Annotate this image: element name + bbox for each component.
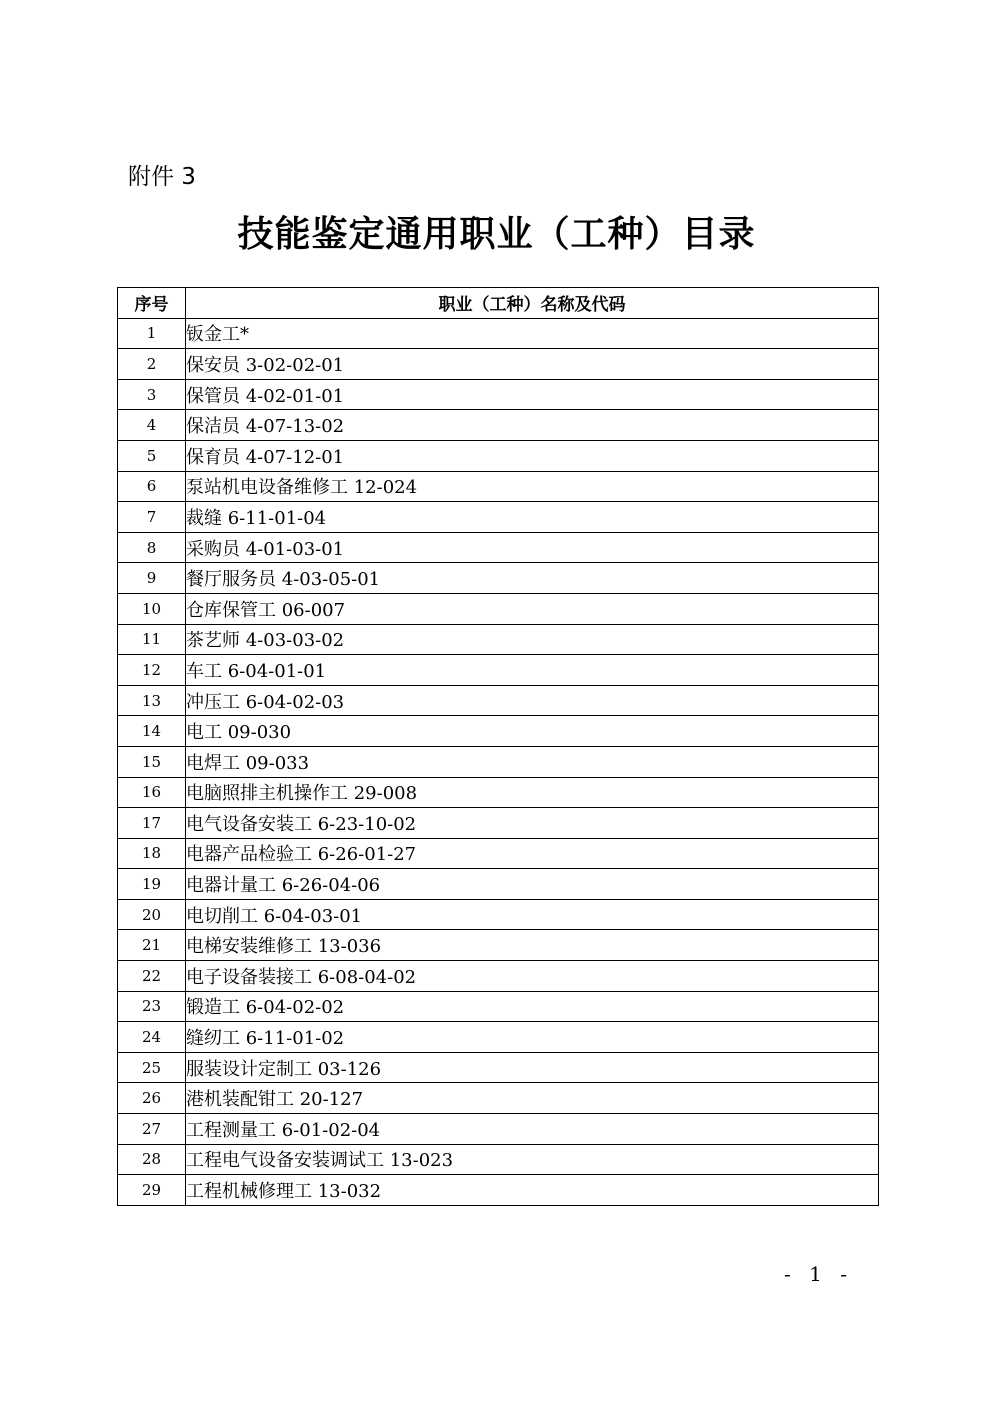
row-seq: 24 <box>118 1022 186 1053</box>
row-occupation: 电脑照排主机操作工 29-008 <box>186 777 879 808</box>
row-occupation: 电工 09-030 <box>186 716 879 747</box>
row-occupation: 电梯安装维修工 13-036 <box>186 930 879 961</box>
table-row <box>118 746 879 777</box>
table-row <box>118 808 879 839</box>
row-occupation: 冲压工 6-04-02-03 <box>186 685 879 716</box>
row-seq: 10 <box>118 593 186 624</box>
table-header-row <box>118 288 879 319</box>
row-seq: 18 <box>118 838 186 869</box>
row-occupation: 工程电气设备安装调试工 13-023 <box>186 1144 879 1175</box>
row-seq: 9 <box>118 563 186 594</box>
row-occupation: 电气设备安装工 6-23-10-02 <box>186 808 879 839</box>
row-occupation: 工程机械修理工 13-032 <box>186 1175 879 1206</box>
row-seq: 5 <box>118 440 186 471</box>
row-occupation: 裁缝 6-11-01-04 <box>186 502 879 533</box>
row-seq: 11 <box>118 624 186 655</box>
table-row <box>118 502 879 533</box>
table-row <box>118 899 879 930</box>
table-row <box>118 471 879 502</box>
table-row <box>118 991 879 1022</box>
table-row <box>118 593 879 624</box>
document-title: 技能鉴定通用职业（工种）目录 <box>237 214 756 255</box>
row-seq: 14 <box>118 716 186 747</box>
row-seq: 2 <box>118 349 186 380</box>
row-occupation: 服装设计定制工 03-126 <box>186 1052 879 1083</box>
row-seq: 29 <box>118 1175 186 1206</box>
table-row <box>118 379 879 410</box>
row-seq: 26 <box>118 1083 186 1114</box>
table-row <box>118 318 879 349</box>
row-seq: 17 <box>118 808 186 839</box>
occupation-table <box>117 287 879 1206</box>
table-row <box>118 349 879 380</box>
table-row <box>118 532 879 563</box>
row-occupation: 电焊工 09-033 <box>186 746 879 777</box>
table-row <box>118 685 879 716</box>
row-seq: 4 <box>118 410 186 441</box>
row-occupation: 电子设备装接工 6-08-04-02 <box>186 961 879 992</box>
row-seq: 22 <box>118 961 186 992</box>
row-occupation: 采购员 4-01-03-01 <box>186 532 879 563</box>
row-seq: 20 <box>118 899 186 930</box>
row-occupation: 港机装配钳工 20-127 <box>186 1083 879 1114</box>
row-seq: 21 <box>118 930 186 961</box>
table-row <box>118 1052 879 1083</box>
header-name: 职业（工种）名称及代码 <box>186 288 879 319</box>
table-row <box>118 930 879 961</box>
row-occupation: 保育员 4-07-12-01 <box>186 440 879 471</box>
row-occupation: 钣金工* <box>186 318 879 349</box>
row-seq: 12 <box>118 655 186 686</box>
table-row <box>118 716 879 747</box>
row-seq: 13 <box>118 685 186 716</box>
row-seq: 27 <box>118 1114 186 1145</box>
table-row <box>118 563 879 594</box>
row-seq: 19 <box>118 869 186 900</box>
table-row <box>118 655 879 686</box>
row-seq: 28 <box>118 1144 186 1175</box>
row-occupation: 车工 6-04-01-01 <box>186 655 879 686</box>
table-row <box>118 1175 879 1206</box>
table-row <box>118 410 879 441</box>
row-occupation: 保安员 3-02-02-01 <box>186 349 879 380</box>
table-row <box>118 1083 879 1114</box>
table-row <box>118 440 879 471</box>
row-occupation: 工程测量工 6-01-02-04 <box>186 1114 879 1145</box>
row-seq: 1 <box>118 318 186 349</box>
row-seq: 16 <box>118 777 186 808</box>
table-row <box>118 961 879 992</box>
row-occupation: 缝纫工 6-11-01-02 <box>186 1022 879 1053</box>
row-occupation: 锻造工 6-04-02-02 <box>186 991 879 1022</box>
table-row <box>118 624 879 655</box>
table-row <box>118 838 879 869</box>
row-occupation: 保洁员 4-07-13-02 <box>186 410 879 441</box>
row-occupation: 餐厅服务员 4-03-05-01 <box>186 563 879 594</box>
row-occupation: 泵站机电设备维修工 12-024 <box>186 471 879 502</box>
table-row <box>118 1144 879 1175</box>
row-seq: 15 <box>118 746 186 777</box>
table-row <box>118 1022 879 1053</box>
row-occupation: 保管员 4-02-01-01 <box>186 379 879 410</box>
row-occupation: 仓库保管工 06-007 <box>186 593 879 624</box>
row-seq: 25 <box>118 1052 186 1083</box>
attachment-label: 附件 3 <box>128 164 196 190</box>
table-row <box>118 777 879 808</box>
row-seq: 3 <box>118 379 186 410</box>
row-occupation: 茶艺师 4-03-03-02 <box>186 624 879 655</box>
row-seq: 23 <box>118 991 186 1022</box>
page-number: - 1 - <box>784 1262 853 1286</box>
row-seq: 8 <box>118 532 186 563</box>
row-occupation: 电器产品检验工 6-26-01-27 <box>186 838 879 869</box>
row-seq: 6 <box>118 471 186 502</box>
row-occupation: 电切削工 6-04-03-01 <box>186 899 879 930</box>
row-occupation: 电器计量工 6-26-04-06 <box>186 869 879 900</box>
header-seq: 序号 <box>118 288 186 319</box>
table-row <box>118 869 879 900</box>
table-row <box>118 1114 879 1145</box>
row-seq: 7 <box>118 502 186 533</box>
